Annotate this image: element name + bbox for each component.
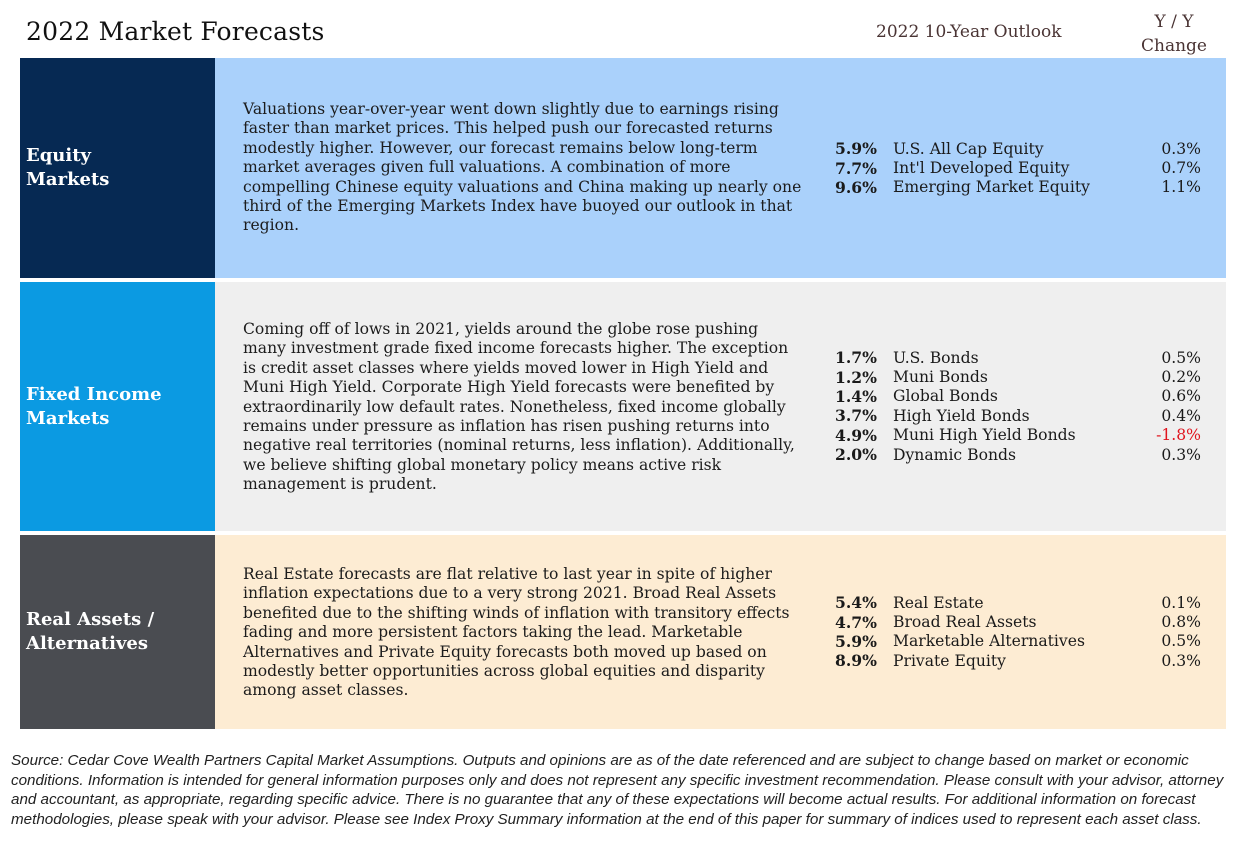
forecast-value: 8.9% (835, 651, 877, 671)
forecast-value: 4.7% (835, 612, 877, 632)
change-column-header (1134, 10, 1214, 58)
yoy-change: 0.5% (1161, 632, 1201, 651)
forecast-row (835, 406, 1201, 425)
section-label-line1: Fixed Income (26, 383, 162, 405)
source-footnote: Source: Cedar Cove Wealth Partners Capital Market Assumptions. Outputs and opinions are as of the date referenced and are subject to change based on market or economic conditions. Information is intended for general information purposes only and does not represent any specific investment recommendation. Please consult with your advisor, attorney and accountant, as appropriate, regarding specific advice. There is no guarantee that any of these expectations will become actual results. For additional information on forecast methodologies, please speak with your advisor. Please see Index Proxy Summary information at the end of this paper for summary of indices used to represent each asset class. (11, 752, 1224, 828)
change-header-line2: Change (1141, 36, 1207, 56)
section-description: Valuations year-over-year went down slightly due to earnings rising faster than market prices. This helped push our forecasted returns modestly higher. However, our forecast remains below long-term market averages given full valuations. A combination of more compelling Chinese equity valuations and China making up nearly one third of the Emerging Markets Index have buoyed our outlook in that region. (243, 100, 802, 235)
yoy-change: 0.4% (1161, 406, 1201, 425)
forecast-row (835, 445, 1201, 464)
yoy-change: 0.3% (1161, 139, 1201, 158)
asset-class-name: Muni High Yield Bonds (893, 426, 1076, 445)
asset-class-name: U.S. Bonds (893, 348, 979, 367)
asset-class-name: Dynamic Bonds (893, 445, 1016, 464)
forecast-value: 7.7% (835, 158, 877, 178)
forecast-value: 1.2% (835, 367, 877, 387)
forecast-row (835, 367, 1201, 386)
page-title: 2022 Market Forecasts (26, 17, 325, 46)
forecast-value: 5.4% (835, 593, 877, 613)
forecast-row (835, 178, 1201, 197)
asset-class-name: High Yield Bonds (893, 406, 1030, 425)
section-description: Real Estate forecasts are flat relative to last year in spite of higher inflation expectations due to a very strong 2021. Broad Real Assets benefited due to the shifting winds of inflation with transitory effects fading and more persistent factors taking the lead. Marketable Alternatives and Private Equity forecasts both moved up based on modestly better opportunities across global equities and disparity among asset classes. (243, 565, 790, 700)
section-equity-markets (20, 58, 1226, 278)
asset-class-name: U.S. All Cap Equity (893, 139, 1044, 158)
yoy-change: 0.3% (1161, 651, 1201, 670)
section-label-line2: Alternatives (26, 633, 149, 654)
yoy-change: 0.5% (1161, 348, 1201, 367)
asset-class-name: Marketable Alternatives (893, 632, 1085, 651)
forecast-value: 5.9% (835, 139, 877, 159)
forecast-row (835, 387, 1201, 406)
forecast-value: 5.9% (835, 631, 877, 651)
forecast-row (835, 348, 1201, 367)
forecast-value: 2.0% (835, 445, 877, 465)
forecast-value: 4.9% (835, 425, 877, 445)
asset-class-name: Real Estate (893, 593, 984, 612)
asset-class-name: Int'l Developed Equity (893, 159, 1070, 178)
section-body (215, 282, 1226, 531)
section-label (20, 282, 215, 531)
forecast-value: 9.6% (835, 177, 877, 197)
section-label (20, 58, 215, 278)
section-real-assets-alternatives (20, 535, 1226, 729)
forecast-row (835, 139, 1201, 158)
section-label-line1: Real Assets / (26, 609, 155, 630)
outlook-column-header: 2022 10-Year Outlook (876, 22, 1062, 42)
forecast-value: 1.7% (835, 348, 877, 368)
section-label-line2: Markets (26, 169, 110, 190)
change-header-line1: Y / Y (1154, 12, 1194, 32)
forecast-row (835, 426, 1201, 445)
forecast-row (835, 593, 1201, 612)
section-label (20, 535, 215, 729)
section-description: Coming off of lows in 2021, yields around the globe rose pushing many investment grade fixed income forecasts higher. The exception is credit asset classes where yields moved lower in High Yield and Muni High Yield. Corporate High Yield forecasts were benefited by extraordinarily low default rates. Nonetheless, fixed income globally remains under pressure as inflation has risen pushing returns into negative real territories (nominal returns, less inflation). Additionally, we believe shifting global monetary policy means active risk management is prudent. (243, 320, 795, 494)
forecast-row (835, 632, 1201, 651)
section-body (215, 58, 1226, 278)
yoy-change: 0.7% (1161, 159, 1201, 178)
forecast-list (835, 593, 1201, 671)
asset-class-name: Muni Bonds (893, 368, 988, 387)
forecast-row (835, 651, 1201, 670)
asset-class-name: Broad Real Assets (893, 613, 1037, 632)
forecast-row (835, 158, 1201, 177)
forecast-list (835, 139, 1201, 197)
section-label-line1: Equity (26, 145, 92, 166)
yoy-change: 0.1% (1161, 593, 1201, 612)
yoy-change: 0.8% (1161, 613, 1201, 632)
forecast-value: 1.4% (835, 386, 877, 406)
section-fixed-income-markets (20, 282, 1226, 531)
yoy-change: 1.1% (1161, 178, 1201, 197)
forecast-value: 3.7% (835, 406, 877, 426)
yoy-change: 0.3% (1161, 445, 1201, 464)
section-body (215, 535, 1226, 729)
section-label-line2: Markets (26, 407, 110, 429)
forecast-list (835, 348, 1201, 464)
yoy-change-negative: -1.8% (1156, 426, 1201, 445)
forecast-row (835, 612, 1201, 631)
yoy-change: 0.6% (1161, 387, 1201, 406)
yoy-change: 0.2% (1161, 368, 1201, 387)
asset-class-name: Private Equity (893, 651, 1006, 670)
asset-class-name: Emerging Market Equity (893, 178, 1090, 197)
asset-class-name: Global Bonds (893, 387, 998, 406)
